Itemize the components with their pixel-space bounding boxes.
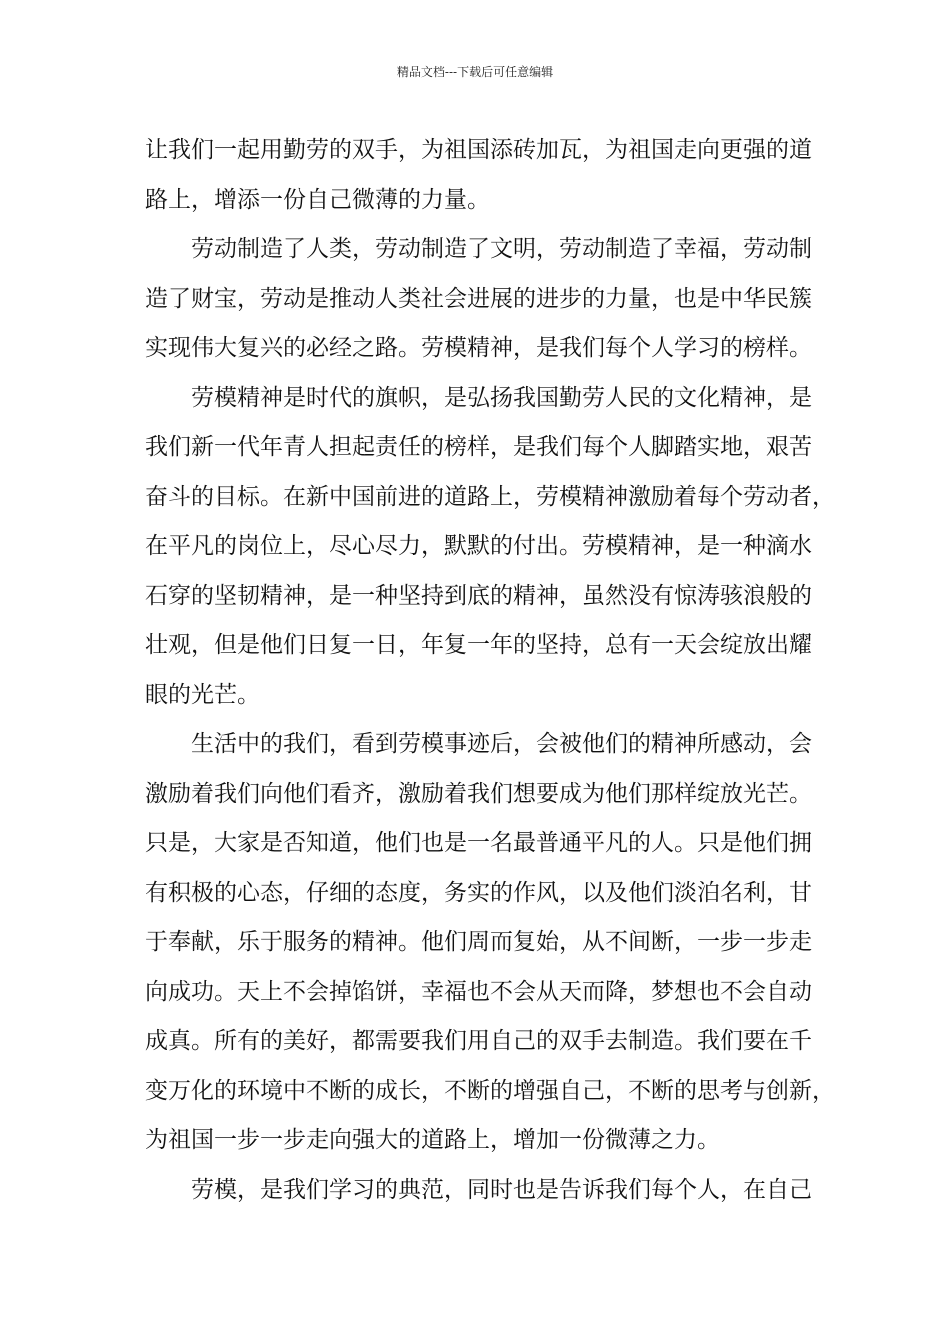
- text-line: 变万化的环境中不断的成长，不断的增强自己，不断的思考与创新，: [145, 1077, 835, 1104]
- text-line: 实现伟大复兴的必经之路。劳模精神，是我们每个人学习的榜样。: [145, 335, 812, 361]
- text-line: 石穿的坚韧精神，是一种坚持到底的精神，虽然没有惊涛骇浪般的: [145, 582, 812, 609]
- paragraph-3: [145, 374, 835, 721]
- text-line: 成真。所有的美好，都需要我们用自己的双手去制造。我们要在千: [145, 1028, 812, 1054]
- text-line: 为祖国一步一步走向强大的道路上，增加一份微薄之力。: [145, 1127, 720, 1153]
- paragraph-1: [145, 126, 825, 225]
- text-line: 激励着我们向他们看齐，激励着我们想要成为他们那样绽放光芒。: [145, 780, 812, 807]
- paragraph-4: [145, 720, 835, 1166]
- text-line: 劳动制造了人类，劳动制造了文明，劳动制造了幸福，劳动制: [191, 236, 812, 262]
- paragraph-5: [145, 1166, 825, 1216]
- body-text: [145, 126, 835, 1215]
- paragraph-2: [145, 225, 825, 374]
- page-header: 精品文档---下载后可任意编辑: [396, 65, 554, 79]
- text-line: 奋斗的目标。在新中国前进的道路上，劳模精神激励着每个劳动者，: [145, 483, 835, 510]
- text-line: 只是，大家是否知道，他们也是一名最普通平凡的人。只是他们拥: [145, 830, 812, 856]
- text-line: 劳模，是我们学习的典范，同时也是告诉我们每个人，在自己: [191, 1176, 812, 1203]
- text-line: 劳模精神是时代的旗帜，是弘扬我国勤劳人民的文化精神，是: [191, 384, 812, 411]
- text-line: 生活中的我们，看到劳模事迹后，会被他们的精神所感动，会: [191, 731, 812, 757]
- text-line: 于奉献，乐于服务的精神。他们周而复始，从不间断，一步一步走: [145, 929, 812, 955]
- text-line: 向成功。天上不会掉馅饼，幸福也不会从天而降，梦想也不会自动: [145, 978, 812, 1005]
- text-line: 让我们一起用勤劳的双手，为祖国添砖加瓦，为祖国走向更强的道: [145, 137, 812, 163]
- text-line: 我们新一代年青人担起责任的榜样，是我们每个人脚踏实地，艰苦: [145, 434, 812, 460]
- text-line: 壮观，但是他们日复一日，年复一年的坚持，总有一天会绽放出耀: [145, 632, 812, 658]
- text-line: 眼的光芒。: [145, 681, 260, 708]
- text-line: 有积极的心态，仔细的态度，务实的作风，以及他们淡泊名利，甘: [145, 879, 812, 906]
- text-line: 造了财宝，劳动是推动人类社会进展的进步的力量，也是中华民簇: [145, 285, 812, 312]
- text-line: 在平凡的岗位上，尽心尽力，默默的付出。劳模精神，是一种滴水: [145, 533, 812, 559]
- text-line: 路上，增添一份自己微薄的力量。: [145, 186, 490, 213]
